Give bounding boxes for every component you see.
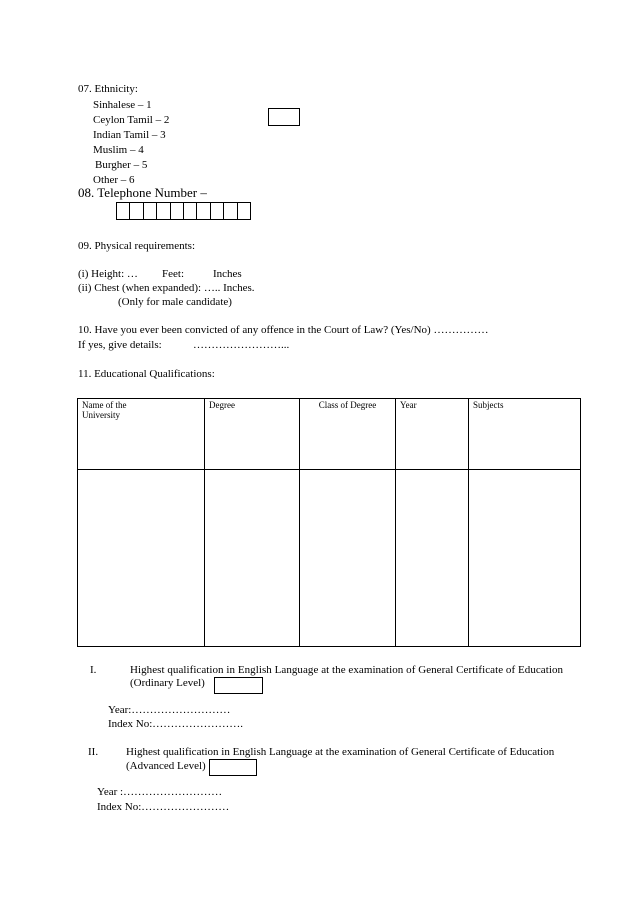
height-label: (i) Height: … bbox=[78, 268, 138, 280]
column-header-year: Year bbox=[396, 399, 469, 470]
telephone-digit-box[interactable] bbox=[237, 202, 251, 220]
conviction-details-label: If yes, give details: bbox=[78, 339, 162, 351]
ethnicity-heading: 07. Ethnicity: bbox=[78, 83, 138, 95]
telephone-digit-box[interactable] bbox=[210, 202, 224, 220]
inches-label: Inches bbox=[213, 268, 242, 280]
english-ol-line2: (Ordinary Level) bbox=[130, 677, 205, 689]
telephone-digit-box[interactable] bbox=[196, 202, 210, 220]
ethnicity-option-muslim: Muslim – 4 bbox=[93, 144, 144, 156]
year-cell[interactable] bbox=[396, 470, 469, 647]
english-al-grade-box[interactable] bbox=[209, 759, 257, 776]
english-al-year-line[interactable]: Year :……………………… bbox=[97, 786, 223, 798]
english-al-numeral: II. bbox=[88, 746, 99, 758]
english-ol-index-line[interactable]: Index No:……………………. bbox=[108, 718, 244, 730]
feet-label: Feet: bbox=[162, 268, 184, 280]
conviction-question: 10. Have you ever been convicted of any offence in the Court of Law? (Yes/No) …………… bbox=[78, 324, 489, 336]
telephone-digit-box[interactable] bbox=[129, 202, 143, 220]
ethnicity-option-other: Other – 6 bbox=[93, 174, 135, 186]
ethnicity-option-burgher: Burgher – 5 bbox=[95, 159, 148, 171]
english-ol-line1: Highest qualification in English Language at the examination of General Certificate of Education bbox=[130, 664, 564, 676]
ethnicity-option-sinhalese: Sinhalese – 1 bbox=[93, 99, 152, 111]
english-ol-year-line[interactable]: Year:……………………… bbox=[108, 704, 231, 716]
telephone-digit-box[interactable] bbox=[223, 202, 237, 220]
education-table-header-row bbox=[78, 399, 581, 470]
chest-line: (ii) Chest (when expanded): ….. Inches. bbox=[78, 282, 255, 294]
telephone-digit-box[interactable] bbox=[143, 202, 157, 220]
column-header-degree: Degree bbox=[205, 399, 300, 470]
telephone-digit-box[interactable] bbox=[170, 202, 184, 220]
degree-cell[interactable] bbox=[205, 470, 300, 647]
education-heading: 11. Educational Qualifications: bbox=[78, 368, 215, 380]
university-cell[interactable] bbox=[78, 470, 205, 647]
conviction-details-dots[interactable]: ……………………... bbox=[193, 339, 290, 351]
ethnicity-code-box[interactable] bbox=[268, 108, 300, 126]
education-table bbox=[77, 398, 581, 647]
ethnicity-option-indian-tamil: Indian Tamil – 3 bbox=[93, 129, 166, 141]
ethnicity-option-ceylon-tamil: Ceylon Tamil – 2 bbox=[93, 114, 170, 126]
column-header-class-of-degree: Class of Degree bbox=[300, 399, 396, 470]
english-al-index-line[interactable]: Index No:…………………… bbox=[97, 801, 230, 813]
column-header-subjects: Subjects bbox=[469, 399, 581, 470]
subjects-cell[interactable] bbox=[469, 470, 581, 647]
physical-heading: 09. Physical requirements: bbox=[78, 240, 196, 252]
education-table-row[interactable] bbox=[78, 470, 581, 647]
telephone-digit-box[interactable] bbox=[116, 202, 130, 220]
english-al-line1: Highest qualification in English Language at the examination of General Certificate of Education bbox=[126, 746, 555, 758]
telephone-heading: 08. Telephone Number – bbox=[78, 185, 207, 200]
telephone-digit-box[interactable] bbox=[183, 202, 197, 220]
telephone-digit-box[interactable] bbox=[156, 202, 170, 220]
class-of-degree-cell[interactable] bbox=[300, 470, 396, 647]
telephone-digit-boxes[interactable] bbox=[117, 202, 251, 220]
english-al-line2: (Advanced Level) bbox=[126, 760, 206, 772]
male-candidate-note: (Only for male candidate) bbox=[118, 296, 232, 308]
english-ol-grade-box[interactable] bbox=[214, 677, 263, 694]
english-ol-numeral: I. bbox=[90, 664, 97, 676]
column-header-university-label: Name of the University bbox=[82, 400, 127, 420]
column-header-university bbox=[78, 399, 205, 470]
